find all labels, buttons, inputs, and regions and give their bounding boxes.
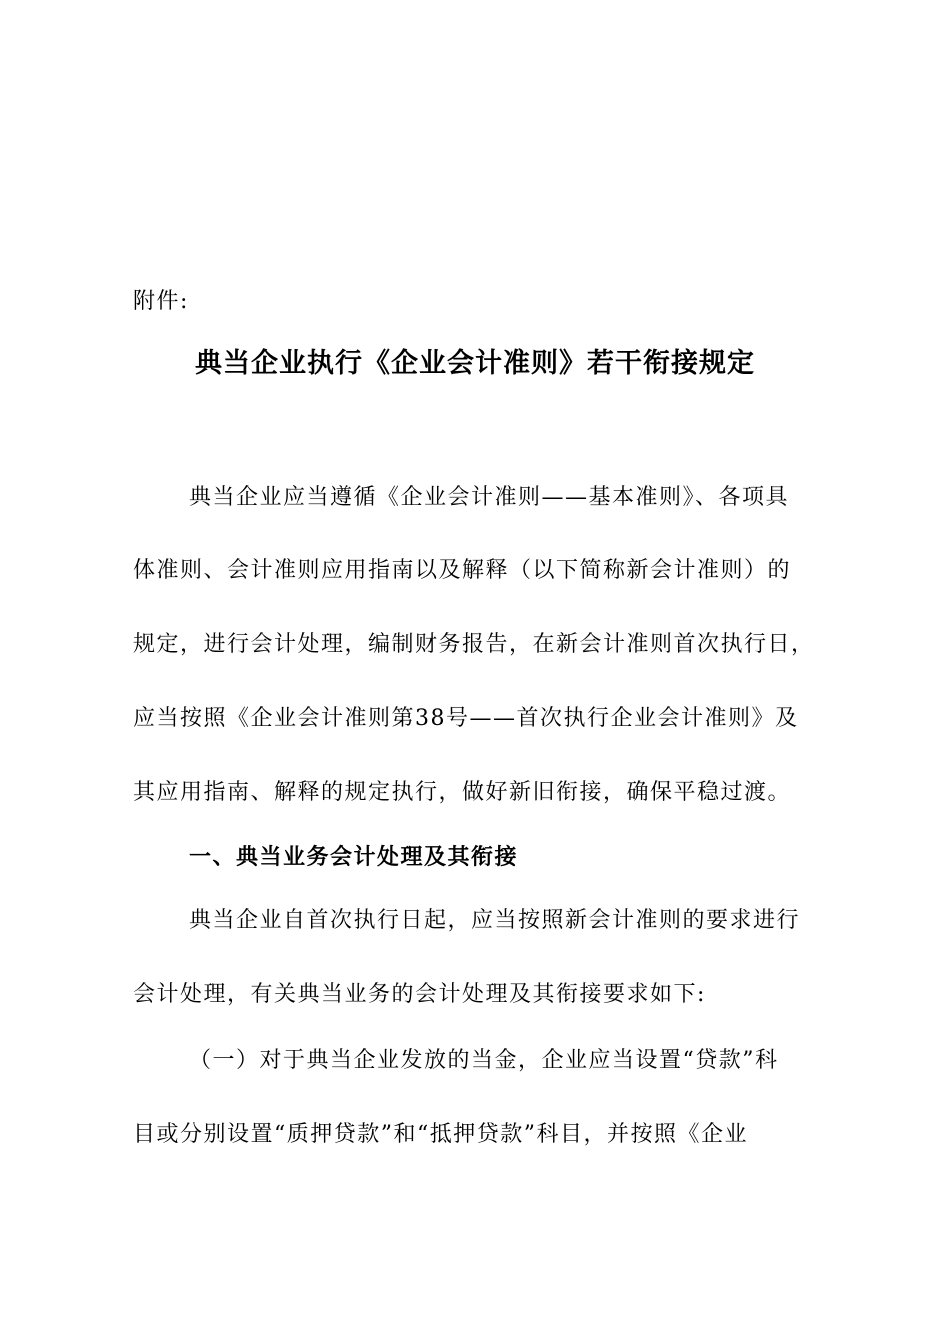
paragraph-line: 体准则、会计准则应用指南以及解释（以下简称新会计准则）的 [133, 558, 792, 583]
paragraph-line: 典当企业自首次执行日起，应当按照新会计准则的要求进行 [189, 908, 801, 933]
paragraph-line: 其应用指南、解释的规定执行，做好新旧衔接，确保平稳过渡。 [133, 780, 792, 805]
paragraph-line: 目或分别设置“质押贷款”和“抵押贷款”科目，并按照《企业 [133, 1122, 748, 1147]
document-title: 典当企业执行《企业会计准则》若干衔接规定 [195, 348, 755, 379]
paragraph-line: 典当企业应当遵循《企业会计准则——基本准则》、各项具 [189, 485, 790, 510]
paragraph-line: 应当按照《企业会计准则第38号——首次执行企业会计准则》及 [133, 706, 799, 731]
section-heading: 一、典当业务会计处理及其衔接 [189, 845, 519, 870]
paragraph-line: 规定，进行会计处理，编制财务报告，在新会计准则首次执行日， [133, 632, 815, 657]
paragraph-line: 会计处理，有关典当业务的会计处理及其衔接要求如下: [133, 982, 706, 1007]
paragraph-line: （一）对于典当企业发放的当金，企业应当设置“贷款”科 [189, 1048, 779, 1073]
attachment-label: 附件: [133, 289, 189, 314]
